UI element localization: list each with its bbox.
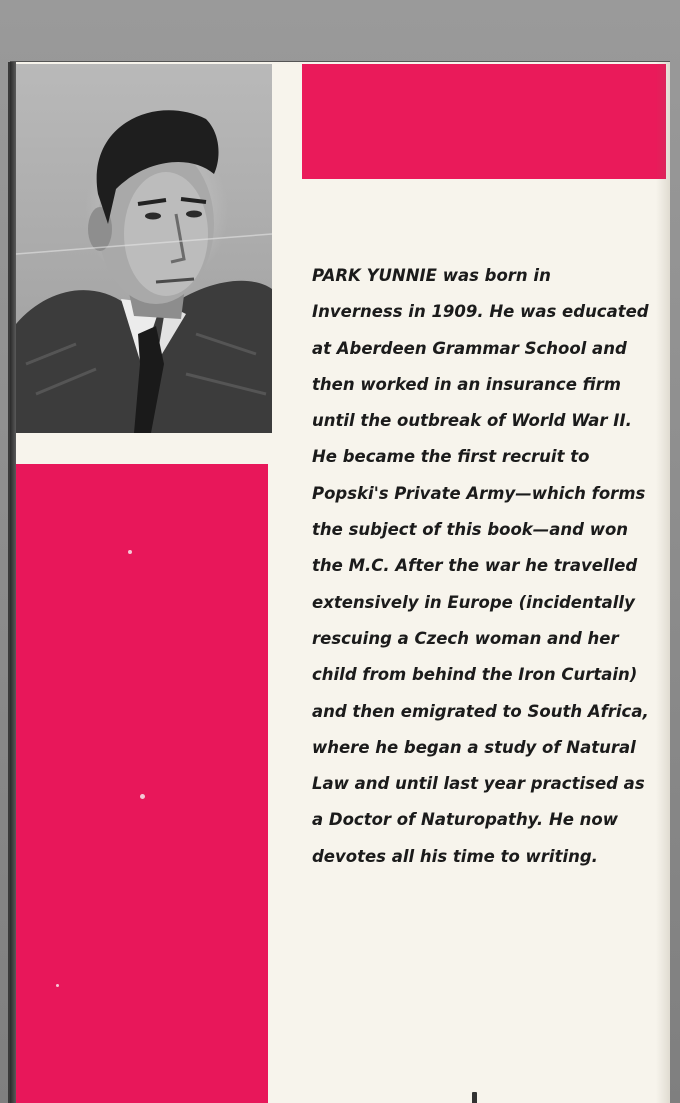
- paper-mark: [472, 1092, 477, 1103]
- bio-line: rescuing a Czech woman and her: [312, 628, 619, 648]
- bio-line: child from behind the Iron Curtain): [312, 665, 638, 685]
- bio-line: then worked in an insurance firm: [312, 374, 621, 394]
- bio-line: extensively in Europe (incidentally: [312, 592, 635, 612]
- bio-line: devotes all his time to writing.: [312, 846, 598, 866]
- bio-line: until the outbreak of World War II.: [312, 411, 632, 431]
- bio-line: PARK YUNNIE was born in: [312, 266, 551, 285]
- pink-block-top: [302, 64, 666, 179]
- bio-line: Law and until last year practised as: [312, 774, 645, 794]
- bio-line: Popski's Private Army—which forms: [312, 483, 646, 503]
- pink-block-left: [16, 464, 268, 1103]
- bio-line: a Doctor of Naturopathy. He now: [312, 810, 619, 830]
- bio-line: where he began a study of Natural: [312, 737, 636, 757]
- bio-line: the subject of this book—and won: [312, 520, 629, 540]
- author-biography: [312, 258, 662, 875]
- bio-line: the M.C. After the war he travelled: [312, 556, 638, 576]
- bio-line: and then emigrated to South Africa,: [312, 701, 649, 721]
- bio-line: He became the first recruit to: [312, 447, 590, 467]
- bio-line: Inverness in 1909. He was educated: [312, 302, 649, 322]
- bio-line: at Aberdeen Grammar School and: [312, 338, 627, 358]
- author-portrait: [16, 64, 272, 433]
- book-back-cover: [10, 62, 670, 1103]
- cover-right-edge: [656, 62, 670, 1103]
